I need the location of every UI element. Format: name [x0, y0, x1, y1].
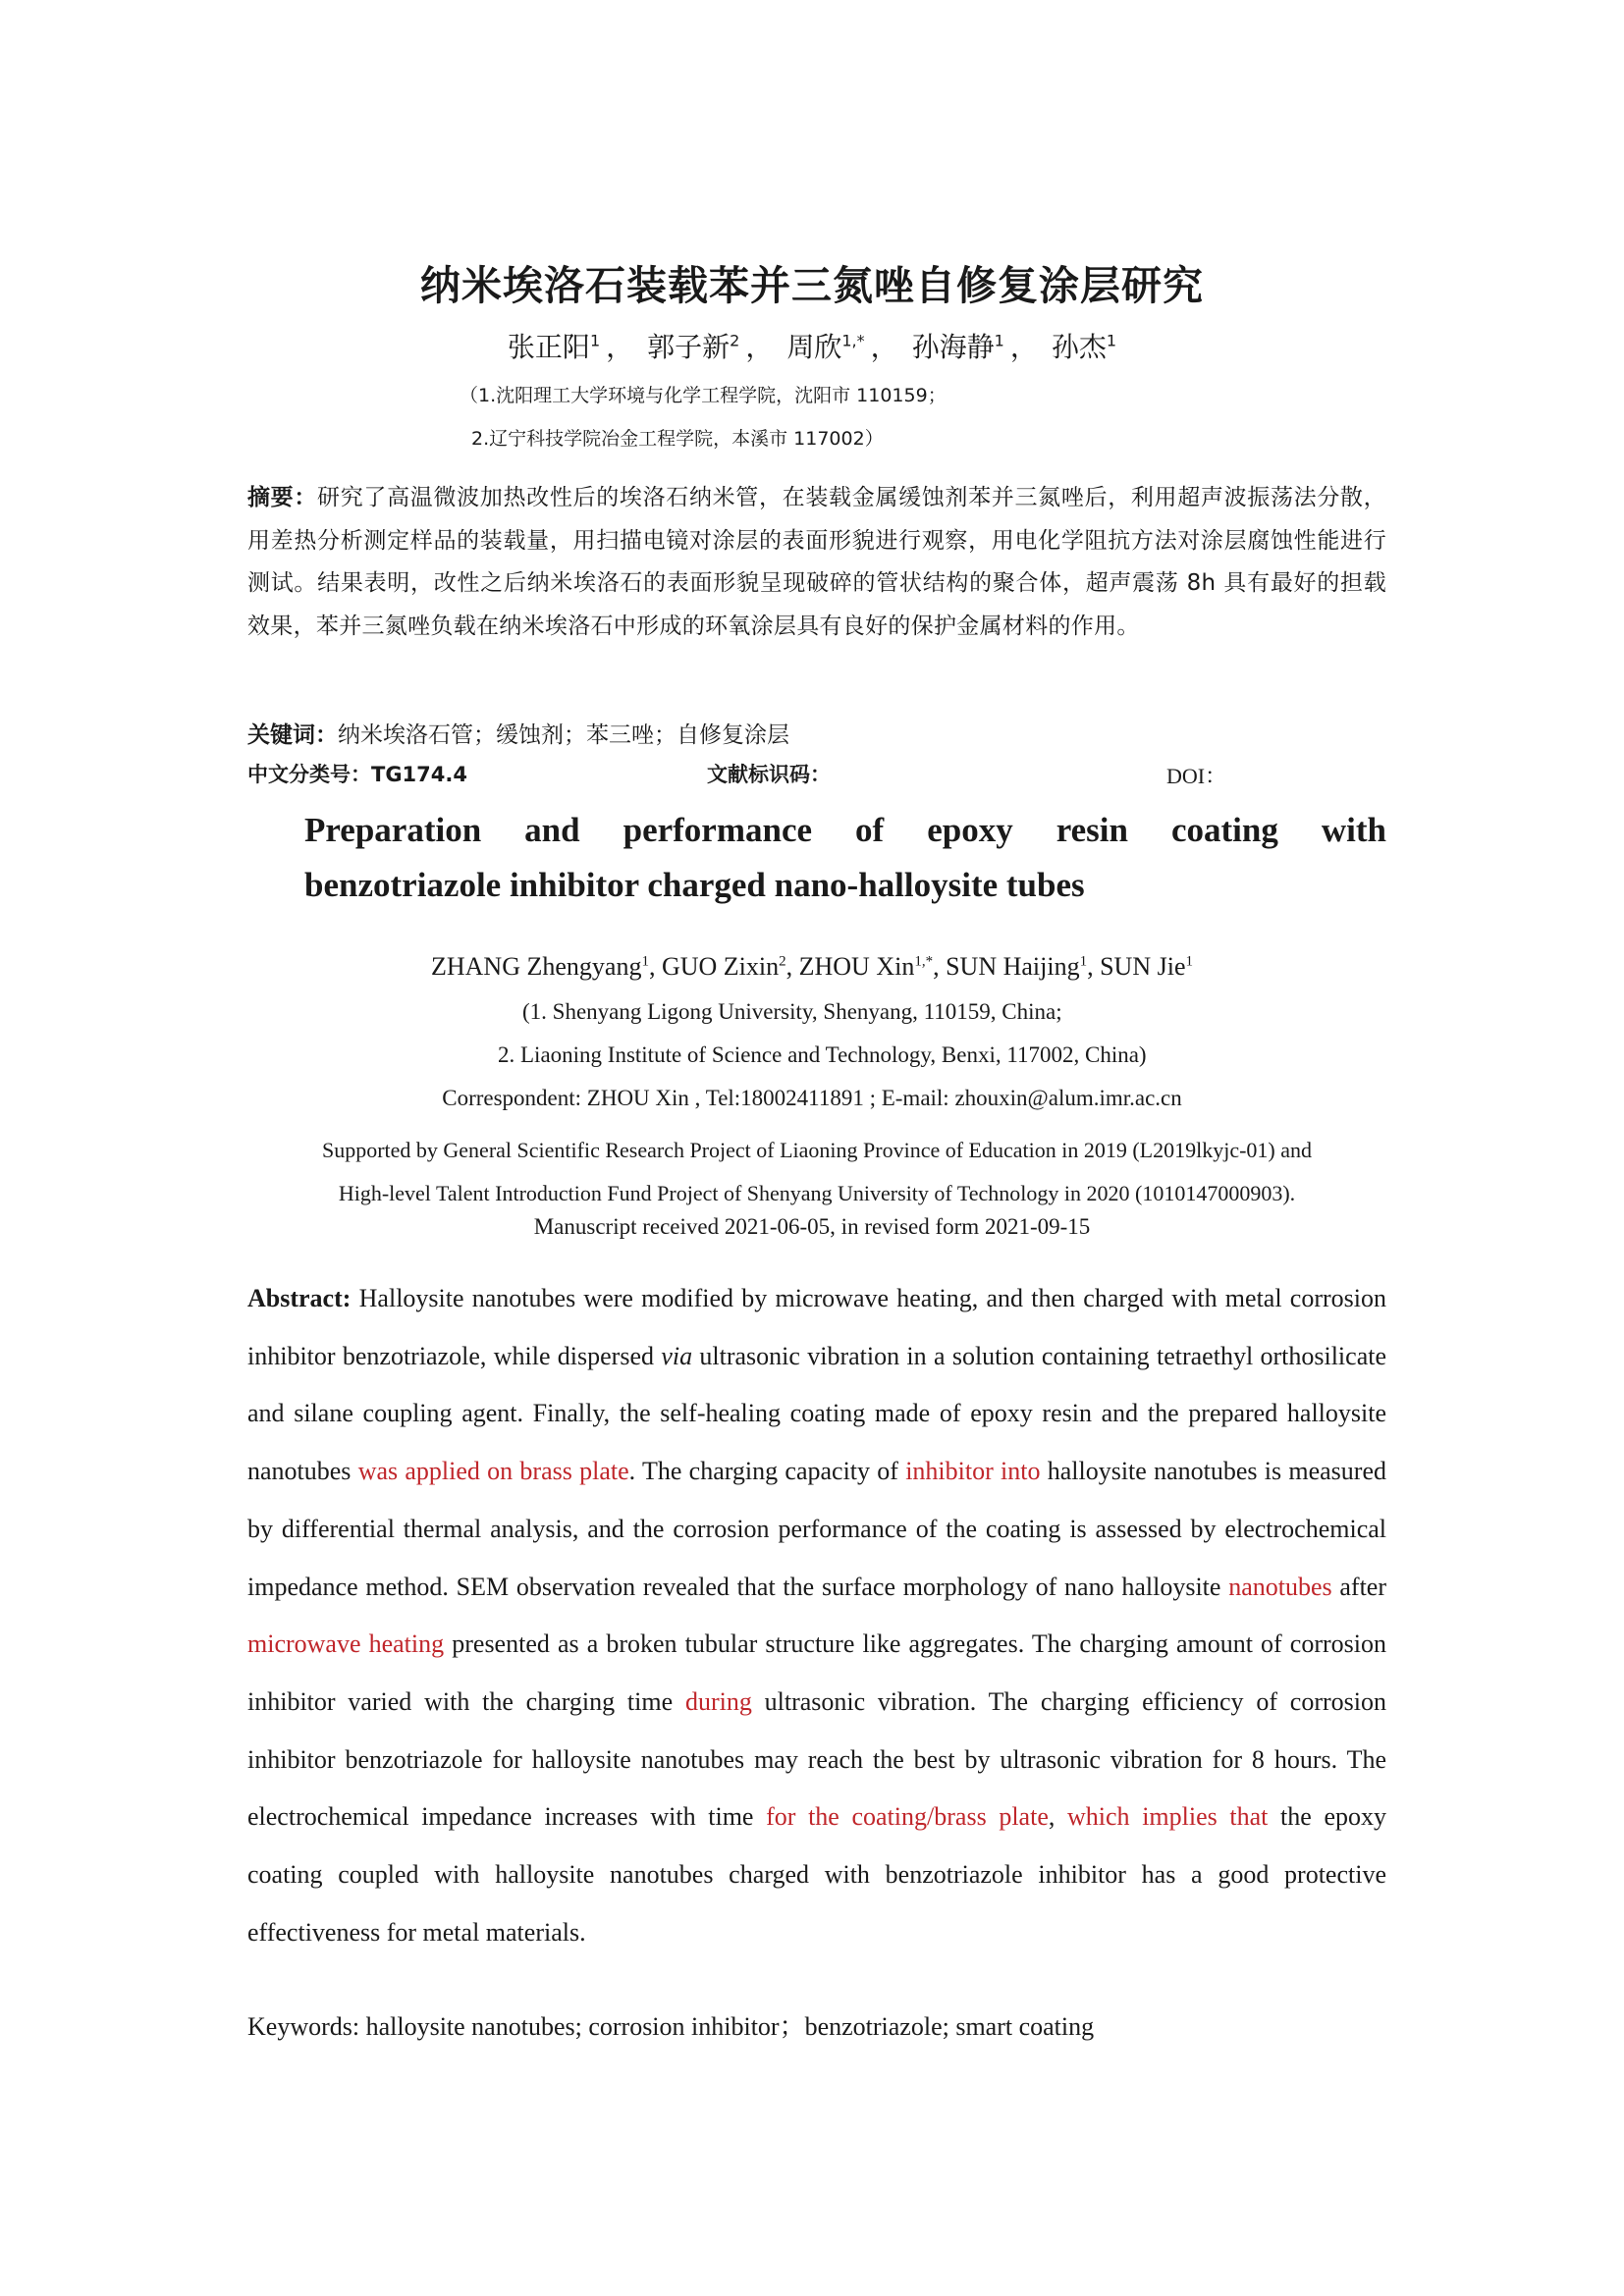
manuscript-dates: Manuscript received 2021-06-05, in revised form 2021-09-15: [533, 1214, 1091, 1239]
english-title: [304, 803, 1386, 913]
english-author-separator: ,: [1087, 952, 1101, 981]
english-author-affiliation-mark: 2: [779, 953, 786, 970]
chinese-author-affiliation-mark: 1,*: [841, 331, 865, 350]
english-affiliation-1: (1. Shenyang Ligong University, Shenyang, 110159, China;: [522, 999, 1062, 1024]
highlighted-revision-text: microwave heating: [247, 1629, 445, 1659]
english-author-affiliation-mark: 1: [1185, 953, 1193, 970]
english-author-affiliation-mark: 1: [641, 953, 649, 970]
title-word: resin: [1056, 811, 1128, 849]
english-author: ZHANG Zhengyang$^1$: [431, 952, 649, 981]
title-word: Preparation: [304, 811, 482, 849]
abstract-text-segment: Halloysite nanotubes were modified by microwave heating, and then charged with metal corrosion inhibitor benzotriazole, while dispersed: [247, 1284, 1386, 1370]
abstract-text-segment: after: [1331, 1572, 1387, 1601]
funding-statement: [247, 1129, 1386, 1214]
abstract-text-segment: ,: [1048, 1802, 1068, 1832]
chinese-author: 张正阳$^1$: [507, 331, 601, 363]
highlighted-revision-text: nanotubes: [1228, 1572, 1332, 1601]
english-abstract-body: [247, 1284, 1386, 1947]
abstract-text-segment: the epoxy coating coupled with halloysite nanotubes charged with benzotriazole inhibitor has a good protective effectiveness for metal materials.: [247, 1802, 1386, 1947]
english-abstract: [247, 1270, 1386, 1961]
chinese-author-separator: ，: [606, 331, 634, 363]
chinese-keywords-text: 纳米埃洛石管；缓蚀剂；苯三唑；自修复涂层: [338, 722, 789, 748]
english-author-affiliation-mark: 1,*: [914, 953, 934, 970]
english-author: GUO Zixin$^2$: [661, 952, 786, 981]
chinese-keywords: [247, 717, 789, 749]
chinese-author-affiliation-mark: 1: [994, 331, 1004, 350]
highlighted-revision-text: inhibitor into: [905, 1457, 1041, 1486]
chinese-author-affiliation-mark: 1: [1106, 331, 1117, 350]
highlighted-revision-text: during: [684, 1686, 752, 1716]
chinese-abstract-text: 研究了高温微波加热改性后的埃洛石纳米管，在装载金属缓蚀剂苯并三氮唑后，利用超声波振荡法分散，用差热分析测定样品的装载量，用扫描电镜对涂层的表面形貌进行观察，用电化学阻抗方法对涂层腐蚀性能进行测试。结果表明，改性之后纳米埃洛石的表面形貌呈现破碎的管状结构的聚合体，超声震荡 8h 具有最好的担载效果，苯并三氮唑负载在纳米埃洛石中形成的环氧涂层具有良好的保护金属材料的作用。: [247, 485, 1386, 639]
english-author-separator: ,: [933, 952, 947, 981]
highlighted-revision-text: was applied on brass plate: [357, 1457, 629, 1486]
chinese-author-affiliation-mark: 2: [730, 331, 740, 350]
title-word: and: [524, 811, 580, 849]
chinese-abstract: [247, 477, 1386, 648]
document-code-label: 文献标识码：: [707, 763, 831, 786]
abstract-text-segment: ultrasonic vibration. The charging efficiency of corrosion inhibitor benzotriazole for halloysite nanotubes may reach the best by ultrasonic vibration for 8 hours. The electrochemical impedance increases with time: [247, 1686, 1386, 1832]
chinese-author: 孙海静$^1$: [911, 331, 1004, 363]
chinese-affiliation-1: （1.沈阳理工大学环境与化学工程学院，沈阳市 110159；: [460, 385, 947, 406]
title-word: coating: [1170, 811, 1278, 849]
english-author: ZHOU Xin$^{1,*}$: [798, 952, 934, 981]
chinese-author: 孙杰$^1$: [1051, 331, 1117, 363]
abstract-text-segment: . The charging capacity of: [628, 1457, 906, 1486]
english-keywords: Keywords: halloysite nanotubes; corrosion inhibitor；benzotriazole; smart coating: [247, 2012, 1095, 2041]
chinese-author: 周欣$^{1,*}$: [786, 331, 865, 363]
doi-label: DOI：: [1166, 764, 1227, 788]
abstract-text-segment: ultrasonic vibration in a solution containing tetraethyl orthosilicate and silane coupling agent. Finally, the self-healing coating made of epoxy resin and the prepared halloysite nanotubes: [247, 1341, 1386, 1486]
chinese-classification: [247, 759, 467, 788]
chinese-author-separator: ，: [745, 331, 774, 363]
english-title-line-2: benzotriazole inhibitor charged nano-halloysite tubes: [304, 866, 1085, 904]
chinese-author-separator: ，: [1009, 331, 1038, 363]
chinese-affiliation-2: 2.辽宁科技学院冶金工程学院，本溪市 117002）: [471, 428, 884, 450]
funding-line-1: Supported by General Scientific Research Project of Liaoning Province of Education in 2019 (L2019lkyjc-01) and: [321, 1138, 1313, 1162]
chinese-author: 郭子新$^2$: [647, 331, 740, 363]
chinese-abstract-label: 摘要：: [247, 485, 318, 510]
chinese-author-separator: ，: [870, 331, 898, 363]
english-author: SUN Haijing$^1$: [946, 952, 1088, 981]
chinese-keywords-label: 关键词：: [247, 722, 338, 748]
english-abstract-label: Abstract:: [247, 1284, 352, 1312]
title-word: with: [1321, 811, 1386, 849]
highlighted-revision-text: which implies that: [1067, 1802, 1269, 1832]
english-author: SUN Jie$^1$: [1100, 952, 1193, 981]
classification-label: 中文分类号：: [247, 763, 371, 786]
title-word: performance: [623, 811, 813, 849]
title-word: epoxy: [927, 811, 1013, 849]
chinese-authors: [0, 326, 1624, 365]
abstract-text-segment: halloysite nanotubes is measured by differential thermal analysis, and the corrosion performance of the coating is assessed by electrochemical impedance method. SEM observation revealed that the surface morphology of nano halloysite: [247, 1457, 1386, 1601]
abstract-text-segment: presented as a broken tubular structure like aggregates. The charging amount of corrosion inhibitor varied with the charging time: [247, 1629, 1387, 1716]
english-affiliation-2: 2. Liaoning Institute of Science and Technology, Benxi, 117002, China): [498, 1042, 1147, 1067]
english-author-separator: ,: [648, 952, 662, 981]
english-author-separator: ,: [785, 952, 799, 981]
chinese-title: 纳米埃洛石装载苯并三氮唑自修复涂层研究: [420, 262, 1204, 309]
english-author-affiliation-mark: 1: [1079, 953, 1088, 970]
chinese-author-affiliation-mark: 1: [589, 331, 601, 350]
english-authors: [0, 952, 1624, 982]
highlighted-revision-text: for the coating/brass plate: [766, 1802, 1049, 1832]
title-word: of: [855, 811, 885, 849]
italic-text: via: [661, 1341, 693, 1370]
funding-line-2: High-level Talent Introduction Fund Project of Shenyang University of Technology in 2020 (1010147000903).: [338, 1180, 1296, 1205]
english-title-line-1: [304, 803, 1386, 858]
correspondent-info: Correspondent: ZHOU Xin , Tel:18002411891 ; E-mail: zhouxin@alum.imr.ac.cn: [442, 1086, 1182, 1110]
classification-value: TG174.4: [371, 763, 467, 786]
